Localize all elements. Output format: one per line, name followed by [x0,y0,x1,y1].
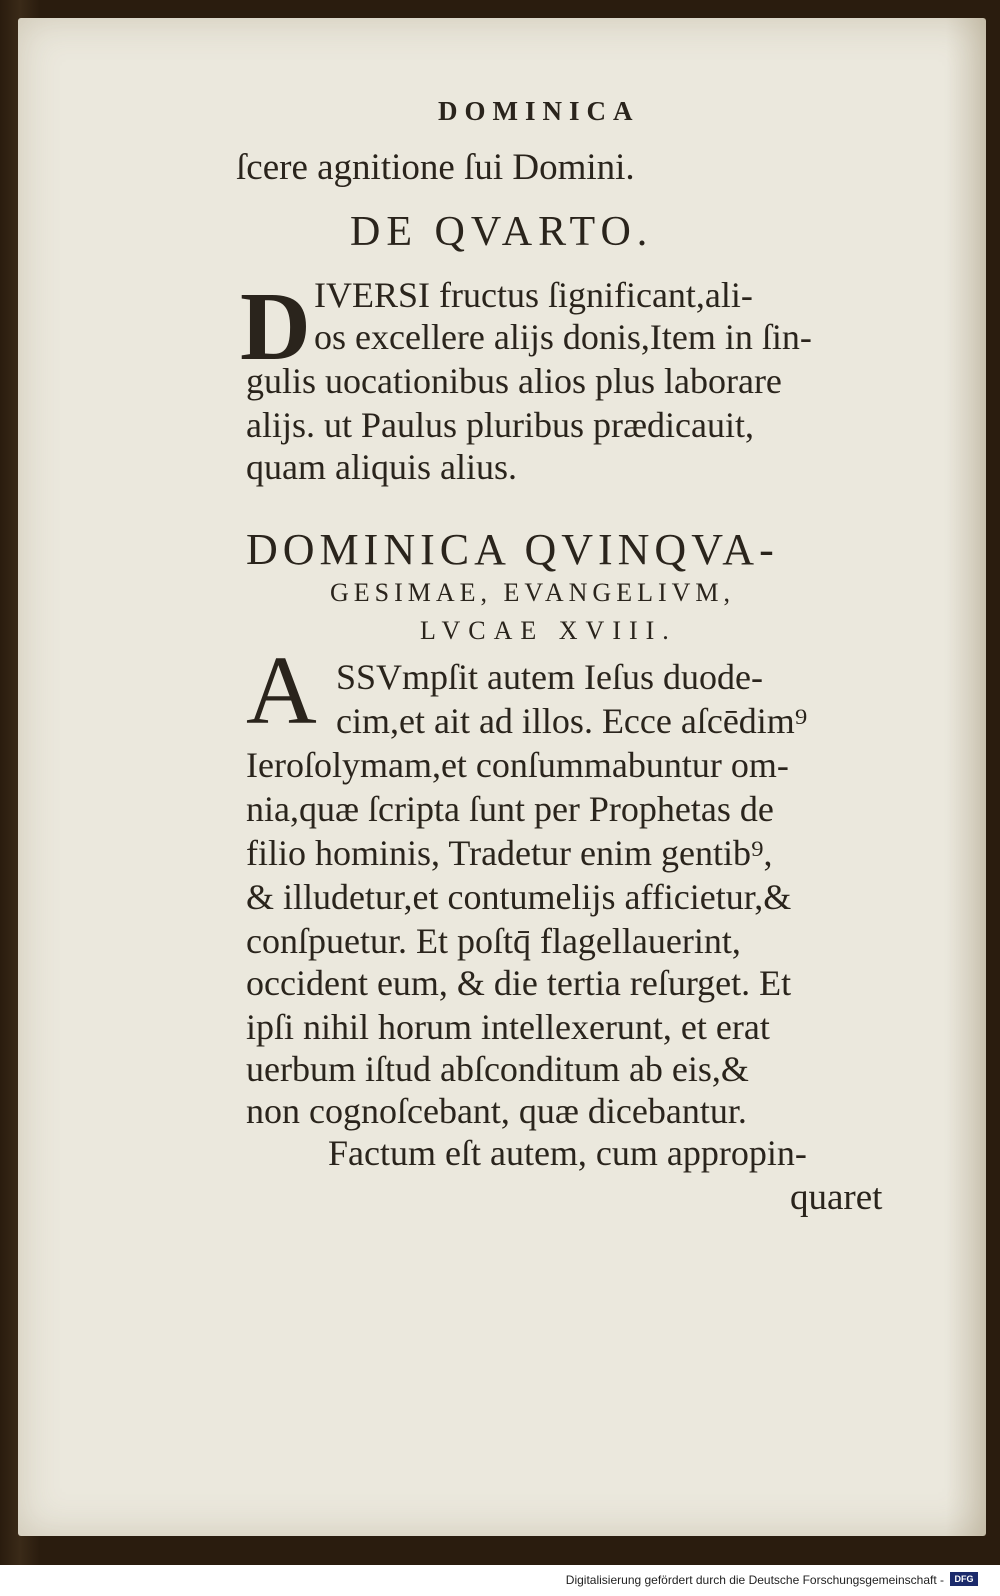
para2-line: cim,et ait ad illos. Ecce aſcēdim⁹ [336,701,808,741]
para3-line: Factum eſt autem, cum appropin- [328,1133,807,1173]
para1-line: quam aliquis alius. [246,447,517,487]
para2-line: occident eum, & die tertia reſurget. Et [246,963,792,1003]
para2-line: ipſi nihil horum intellexerunt, et erat [246,1007,770,1047]
para2-line: nia,quæ ſcripta ſunt per Prophetas de [246,789,774,829]
para2-line: SSVmpſit autem Ieſus duode- [336,657,763,697]
para2-line: non cognoſcebant, quæ dicebantur. [246,1091,747,1131]
section-heading-quarto: DE QVARTO. [350,209,654,255]
footer-bar [0,1565,1000,1596]
first-line: ſcere agnitione ſui Domini. [236,147,635,188]
para2-line: Ieroſolymam,et conſummabuntur om- [246,745,789,785]
drop-cap-a: A [246,637,317,745]
funding-notice: Digitalisierung gefördert durch die Deutsche Forschungsgemeinschaft - [565,1573,944,1587]
page-shadow [946,18,986,1536]
drop-cap-d: D [240,273,311,381]
catchword: quaret [790,1177,883,1218]
para1-line: os excellere alijs donis,Item in ſin- [314,317,812,357]
para2-line: uerbum iſtud abſconditum ab eis,& [246,1049,749,1089]
para1-line: alijs. ut Paulus pluribus prædicauit, [246,405,754,445]
para2-line: filio hominis, Tradetur enim gentib⁹, [246,833,773,873]
running-head: DOMINICA [438,96,640,126]
gospel-heading-line2: GESIMAE, EVANGELIVM, [330,578,736,607]
para2-line: conſpuetur. Et poſtq̄ flagellauerint, [246,921,741,961]
gospel-heading-line1: DOMINICA QVINQVA- [246,525,779,574]
gospel-heading-line3: LVCAE XVIII. [420,616,677,645]
para1-line: IVERSI fructus ſignificant,ali- [314,275,753,315]
para1-line: gulis uocationibus alios plus laborare [246,361,782,401]
para2-line: & illudetur,et contumelijs afficietur,& [246,877,792,917]
dfg-logo-icon: DFG [950,1572,978,1586]
